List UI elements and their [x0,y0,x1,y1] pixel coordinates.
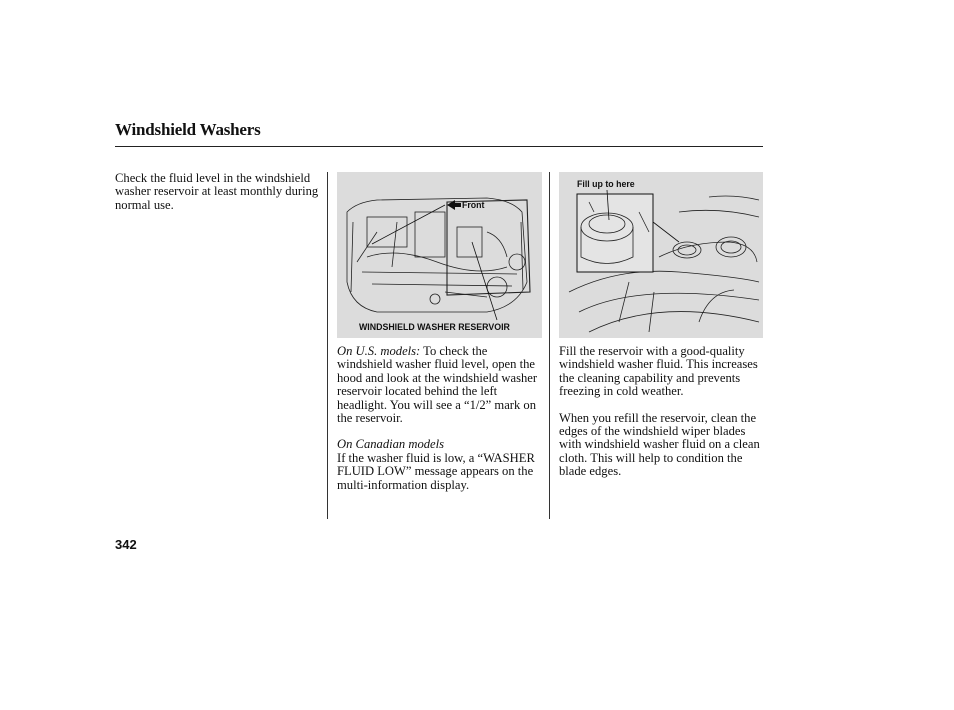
page-number: 342 [115,537,137,552]
reservoir-label: WINDSHIELD WASHER RESERVOIR [359,322,510,332]
column-divider-left [327,172,328,519]
canadian-models-text: If the washer fluid is low, a “WASHER FLUID LOW” message appears on the multi-information display. [337,450,535,492]
column-divider-right [549,172,550,519]
refill-paragraph: When you refill the reservoir, clean the edges of the windshield wiper blades with windshield washer fluid on a clean cloth. This will help to condition the blade edges. [559,410,760,479]
front-label: Front [462,200,485,210]
middle-column [337,345,542,492]
reservoir-neck-drawing [559,172,763,338]
title-rule [115,146,763,147]
us-models-text: To check the windshield washer fluid level, open the hood and look at the windshield washer reservoir located behind the left headlight. You will see a “1/2” mark on the reservoir. [337,344,538,426]
us-models-lead: On U.S. models: [337,344,421,358]
engine-bay-drawing [337,172,542,338]
engine-bay-figure [337,172,542,338]
fill-level-label: Fill up to here [577,179,635,189]
fill-reservoir-paragraph: Fill the reservoir with a good-quality windshield washer fluid. This increases the cleaning capability and prevents freezing in cold weather. [559,344,758,399]
reservoir-neck-figure [559,172,763,338]
intro-paragraph: Check the fluid level in the windshield washer reservoir at least monthly during normal use. [115,171,319,212]
us-models-paragraph [337,345,542,425]
page-title: Windshield Washers [115,120,261,139]
right-column [559,345,764,479]
left-column [115,172,320,212]
canadian-models-lead: On Canadian models [337,437,445,452]
